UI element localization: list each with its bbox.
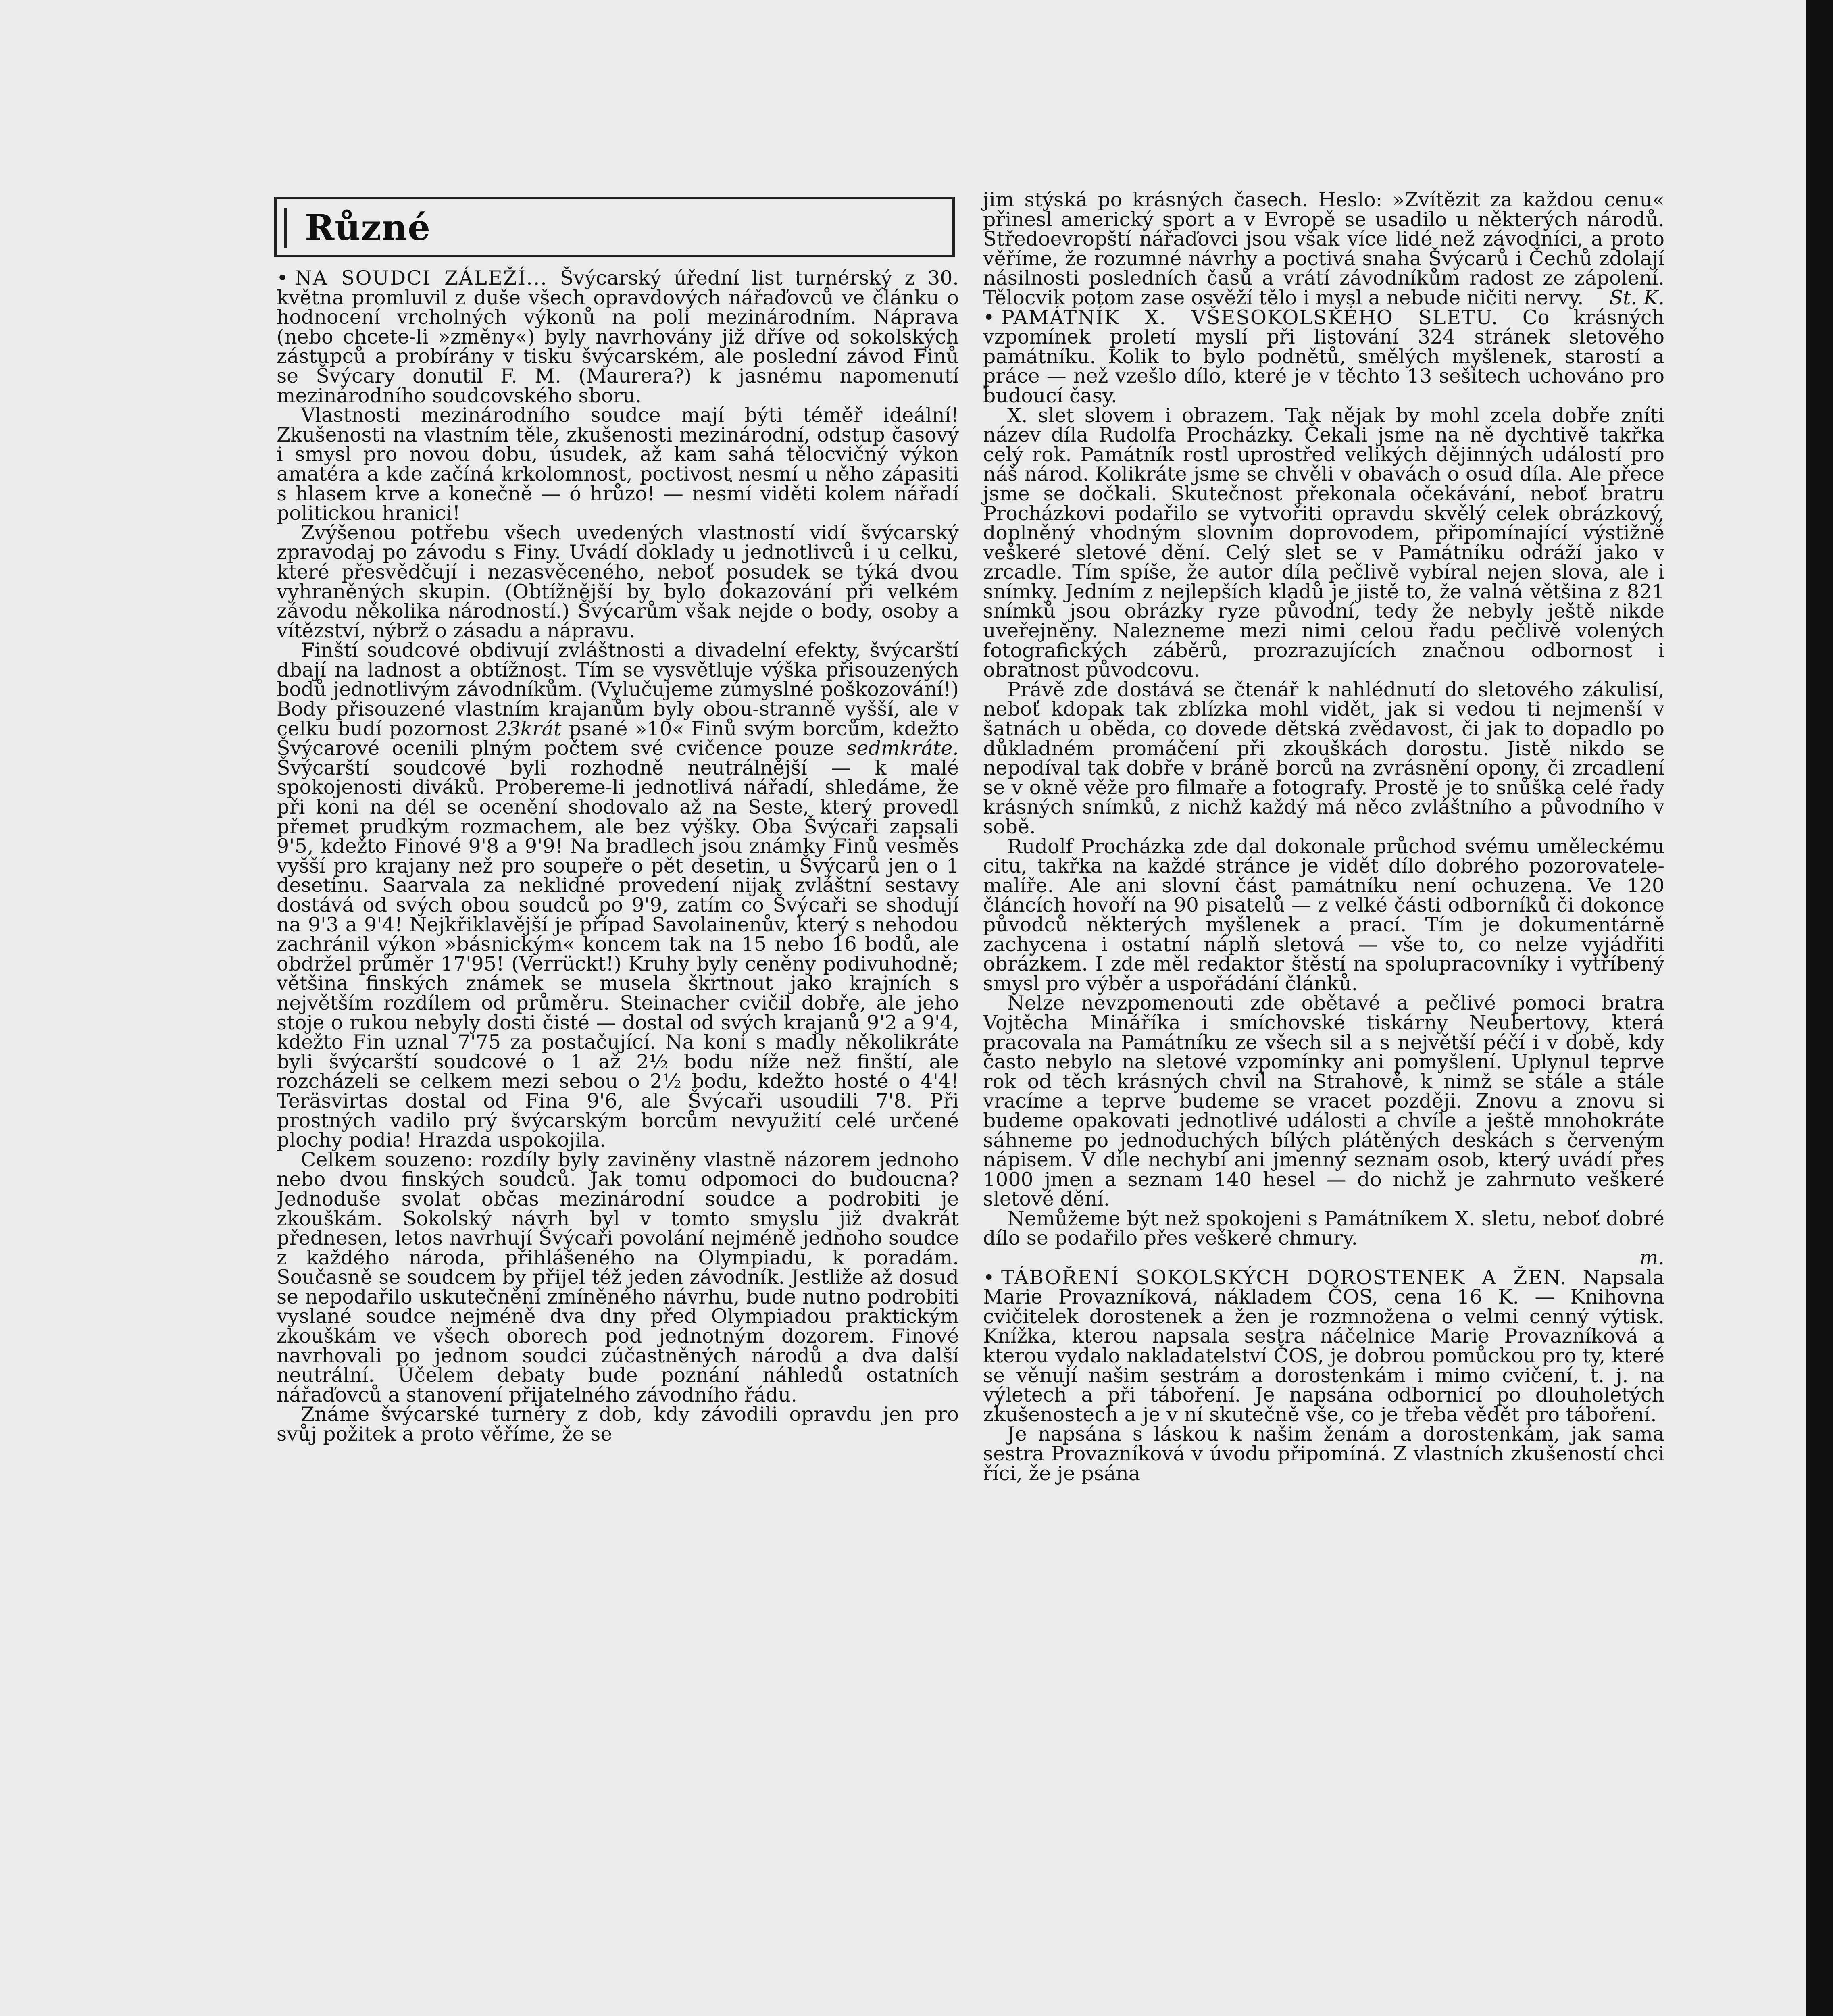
- article-heading: NA SOUDCI ZÁLEŽÍ...: [294, 267, 548, 289]
- right-column: [983, 190, 1664, 1483]
- bullet-icon: •: [983, 1266, 995, 1289]
- article-paragraph: [983, 308, 1664, 406]
- article-heading: PAMÁTNÍK X. VŠESOKOLSKÉHO SLETU.: [1001, 306, 1499, 329]
- article-text: Napsala Marie Provazníková, nákladem ČOS, cena 16 K. — Knihovna cvičitelek dorostenek a žen je rozmnožena o velmi cenný výtisk. Knížka, kterou napsala sestra náčelnice Marie Provazníková a kterou vydalo nakladatelství ČOS, je dobrou pomůckou pro ty, které se věnují našim sestrám a dorostenkám i mimo cvičení, t. j. na výletech a při táboření. Je napsána odbornicí po dlouholetých zkušenostech a je v ní skutečně vše, co je třeba vědět pro táboření.: [983, 1266, 1665, 1426]
- article-text: Švýcarský úřední list turnérský z 30. května promluvil z duše všech opravdových nářaďovců ve článku o hodnocení vrcholných výkonů na poli mezinárodním. Náprava (nebo chcete-li »změny«) byly navrhovány již dříve od sokolských zástupců a probírány v tisku švýcarském, ale poslední závod Finů se Švýcary donutil F. M. (Maurera?) k jasnému napomenutí mezinárodního soudcovského sboru.: [277, 267, 959, 407]
- article-paragraph: [983, 190, 1664, 308]
- bullet-icon: •: [983, 306, 995, 329]
- article-paragraph: Celkem souzeno: rozdíly byly zaviněny vlastně názorem jednoho nebo dvou finských soudců. Jak tomu odpomoci do budoucna? Jednoduše svolat občas mezinárodní soudce a podrobiti je zkouškám. Sokolský návrh byl v tomto smyslu již dvakrát přednesen, letos navrhují Švýcaři povolání nejméně jednoho soudce z každého národa, přihlášeného na Olympiadu, k poradám. Současně se soudcem by přijel též jeden závodník. Jestliže až dosud se nepodařilo uskutečnění zmíněného návrhu, bude nutno podrobiti vyslané soudce nejméně dva dny před Olympiadou praktickým zkouškám ve všech oborech pod jednotným dozorem. Finové navrhovali po jednom soudci zúčastněných národů a dva další neutrální. Účelem debaty bude poznání náhledů ostatních nářaďovců a stanovení přijatelného závodního řádu.: [277, 1148, 959, 1406]
- bullet-icon: •: [277, 267, 288, 289]
- author-signature: m.: [1639, 1246, 1664, 1270]
- article-text: Švýcarští soudcové byli rozhodně neutrálnější — k malé spokojenosti diváků. Probereme-li jednotlivá nářadí, shledáme, že při koni na dél se ocenění shodovalo až na Seste, který provedl přemet prudkým rozmachem, ale bez výšky. Oba Švýcaři zapsali 9'5, kdežto Finové 9'8 a 9'9! Na bradlech jsou známky Finů vesměs vyšší pro krajany než pro soupeře o pět desetin, u Švýcarů jen o 1 desetinu. Saarvala za neklidné provedení nijak zvláštní sestavy dostává od svých obou soudců po 9'9, zatím co Švýcaři se shodují na 9'3 a 9'4! Nejkřiklavější je případ Savolainenův, který s nehodou zachránil výkon »básnickým« koncem tak na 15 nebo 16 bodů, ale obdržel průměr 17'95! (Verrückt!) Kruhy byly ceněny podivuhodně; většina finských známek se musela škrtnout jako krajních s největším rozdílem od průměru. Steinacher cvičil dobře, ale jeho stoje o rukou nebyly dosti čisté — dostal od svých krajanů 9'2 a 9'4, kdežto Fin uznal 7'75 za postačující. Na koni s madly několikráte byli švýcarští soudcové o 1 až 2½ bodu níže než finští, ale rozcházeli se celkem mezi sebou o 2½ bodu, kdežto hosté o 4'4! Teräsvirtas dostal od Fina 9'6, ale Švýcaři usoudili 7'8. Při prostných vadilo prý švýcarským borcům nevyužití celé určené plochy podia! Hrazda uspokojila.: [277, 756, 959, 1152]
- article-text: jim stýská po krásných časech. Heslo: »Zvítězit za každou cenu« přinesl americký sport a v Evropě se usadilo u některých národů. Středoevropští nářaďovci jsou však více lidé než závodníci, a proto věříme, že rozumné návrhy a poctivá snaha Švýcarů i Čechů zdolají násilnosti posledních časů a vrátí závodníkům radost ze zápolení. Tělocvik potom zase osvěží tělo i mysl a nebude ničiti nervy.: [983, 188, 1664, 309]
- article-heading: TÁBOŘENÍ SOKOLSKÝCH DOROSTENEK A ŽEN.: [1001, 1266, 1567, 1289]
- article-paragraph: Vlastnosti mezinárodního soudce mají býti téměř ideální! Zkušenosti na vlastním těle, zkušenosti mezinárodní, odstup časový i smysl pro novou dobu, úsudek, až kam sahá tělocvičný výkon amatéra a kde začíná krkolomnost, poctivost nesmí u něho zápasiti s hlasem krve a konečně — ó hrůzo! — nesmí viděti kolem nářadí politickou hranici!: [277, 404, 959, 525]
- article-text: Finští soudcové obdivují zvláštnosti a divadelní efekty, švýcarští dbají na ladnost a obtížnost. Tím se vysvětluje výška přisouzených bodů jednotlivým závodníkům. (Vylučujeme zúmyslné poškozování!) Body přisouzené vlastním krajanům byly obou-stranně vyšší, ale v celku budí pozornost: [277, 639, 959, 740]
- article-paragraph: Právě zde dostává se čtenář k nahlédnutí do sletového zákulisí, neboť kdopak tak zblízka mohl vidět, jak si vedou ti nejmenší v šatnách u oběda, co dovede dětská zvědavost, či jak to dopadlo po důkladném promáčení při zkouškách dorostu. Jistě nikdo se nepodíval tak dobře v bráně borců na zvrásnění opony, či zrcadlení se v okně věže pro filmaře a fotografy. Prostě je to snůška celé řady krásných snímků, z nichž každý má něco zvláštního a původního v sobě.: [983, 678, 1664, 838]
- article-paragraph: X. slet slovem i obrazem. Tak nějak by mohl zcela dobře zníti název díla Rudolfa Procházky. Čekali jsme na ně dychtivě takřka celý rok. Památník rostl uprostřed velikých dějinných událostí pro náš národ. Kolikráte jsme se chvěli v obavách o osud díla. Ale přece jsme se dočkali. Skutečnost překonala očekávání, neboť bratru Procházkovi podařilo se vytvořiti opravdu skvělý celek obrázkový, doplněný vhodným slovním doprovodem, připomínající výstižně veškeré sletové dění. Celý slet se v Památníku odráží jako v zrcadle. Tím spíše, že autor díla pečlivě vybíral nejen slova, ale i snímky. Jedním z nejlepších kladů je jistě to, že valná většina z 821 snímků jsou obrázky ryze původní, tedy že nebyly ještě nikde uveřejněny. Nalezneme mezi nimi celou řadu pečlivě volených fotografických záběrů, prozrazujících značnou odbornost i obratnost původcovu.: [983, 404, 1664, 682]
- article-paragraph: [277, 269, 959, 406]
- emphasis-text: sedmkráte.: [846, 737, 959, 760]
- article-paragraph: Rudolf Procházka zde dal dokonale průchod svému uměleckému citu, takřka na každé stránce je vidět dílo dobrého pozorovatele-malíře. Ale ani slovní část památníku není ochuzena. Ve 120 článcích hovoří na 90 pisatelů — z velké části odborníků či dokonce původců některých myšlenek a prací. Tím je dokumentárně zachycena i ostatní náplň sletová — vše to, co nelze vyjádřiti obrázkem. I zde měl redaktor štěstí na spolupracovníky i vytříbený smysl pro výběr a uspořádání článků.: [983, 835, 1664, 995]
- section-header-box: [274, 197, 955, 257]
- article-paragraph: Nemůžeme být než spokojeni s Památníkem X. sletu, neboť dobré dílo se podařilo přes veškeré chmury.: [983, 1207, 1664, 1250]
- article-paragraph: Je napsána s láskou k našim ženám a dorostenkám, jak sama sestra Provazníková v úvodu připomíná. Z vlastních zkušeností chci říci, že je psána: [983, 1422, 1664, 1485]
- author-signature: St. K.: [1609, 286, 1664, 309]
- article-paragraph: Známe švýcarské turnéry z dob, kdy závodili opravdu jen pro svůj požitek a proto věříme, že se: [277, 1403, 959, 1446]
- section-title: Různé: [305, 206, 431, 248]
- article-paragraph: [277, 641, 959, 1150]
- article-paragraph: Zvýšenou potřebu všech uvedených vlastností vidí švýcarský zpravodaj po závodu s Finy. Uvádí doklady u jednotlivců i u celku, které přesvědčují i nezasvěceného, neboť posudek se týká dvou vyhraněných skupin. (Obtížnější by bylo dokazování při velkém závodu několika národností.) Švýcarům však nejde o body, osoby a vítězství, nýbrž o zásadu a nápravu.: [277, 521, 959, 642]
- left-column: [277, 269, 959, 1444]
- emphasis-text: 23krát: [495, 717, 562, 740]
- article-text: Co krásných vzpomínek proletí myslí při listování 324 stránek sletového památníku. Kolik to bylo podnětů, smělých myšlenek, starostí a práce — než vzešlo dílo, které je v těchto 13 sešitech uchováno pro budoucí časy.: [983, 306, 1664, 407]
- article-paragraph: [983, 1268, 1664, 1425]
- article-text: psané »10« Finů svým borcům, kdežto Švýcarové ocenili plným počtem své cvičence pouze: [277, 717, 959, 760]
- article-paragraph: Nelze nevzpomenouti zde obětavé a pečlivé pomoci bratra Vojtěcha Mináříka i smíchovské tiskárny Neubertovy, která pracovala na Památníku ze všech sil a s největší péčí i v době, kdy často nebylo na sletové vzpomínky ani pomyšlení. Uplynul teprve rok od těch krásných chvil na Strahově, k nimž se stále a stále vracíme a teprve budeme se vracet později. Znovu a znovu si budeme opakovati jednotlivé události a chvíle a ještě mnohokráte sáhneme po jednoduchých bílých plátěných deskách s červeným nápisem. V díle nechybí ani jmenný seznam osob, který uvádí přes 1000 jmen a seznam 140 hesel — do nichž je zahrnuto veškeré sletové dění.: [983, 991, 1664, 1211]
